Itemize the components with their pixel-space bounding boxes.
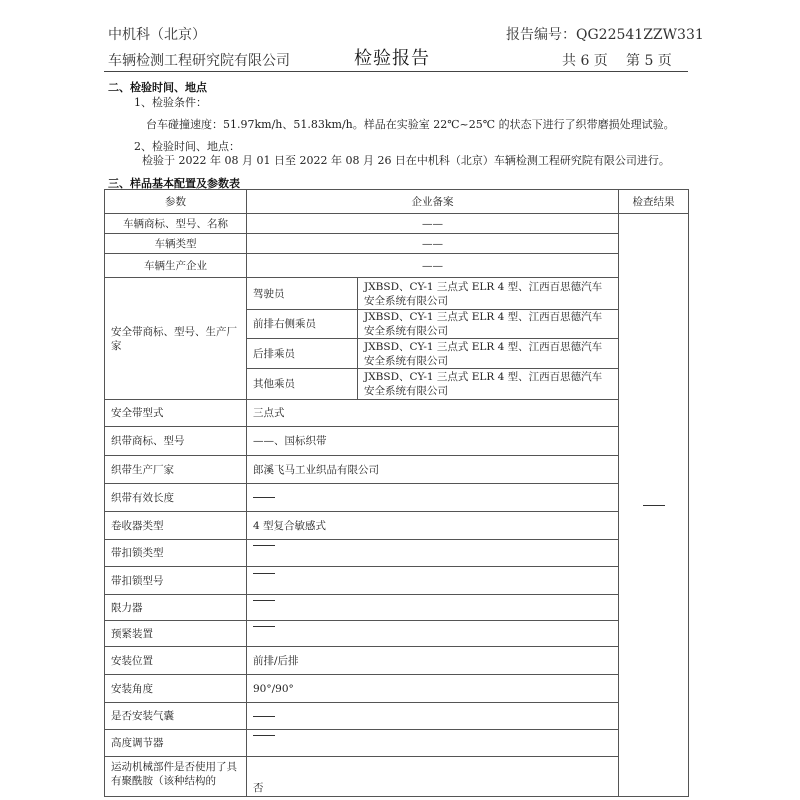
page-number: 第 5 页 [626, 53, 672, 69]
table-row [105, 540, 689, 567]
row-value-vehicle-brand: —— [247, 214, 619, 234]
inspection-result-cell [619, 214, 689, 797]
section-3-heading: 三、样品基本配置及参数表 [108, 177, 240, 190]
table-row [105, 703, 689, 730]
report-number: 报告编号：QG22541ZZW331 [506, 27, 704, 43]
position-driver: 驾驶员 [247, 278, 358, 310]
row-label-belt-maker: 安全带商标、型号、生产厂家 [105, 278, 247, 400]
test-conditions-label: 1、检验条件： [134, 96, 207, 109]
table-row [105, 621, 689, 647]
test-conditions-text: 台车碰撞速度：51.97km/h、51.83km/h。样品在实验室 22℃~25℃ 的状态下进行了织带磨损处理试验。 [146, 118, 675, 131]
company-full-name: 车辆检测工程研究院有限公司 [108, 53, 290, 69]
dash-mark [253, 545, 275, 546]
belt-value-rear: JXBSD、CY-1 三点式 ELR 4 型、江西百思德汽车安全系统有限公司 [358, 339, 619, 369]
table-row [105, 400, 689, 427]
dash-mark [253, 600, 275, 601]
table-row [105, 214, 689, 234]
row-label-force-limiter: 限力器 [105, 595, 247, 621]
result-dash [643, 505, 665, 506]
row-label-belt-type: 安全带型式 [105, 400, 247, 427]
row-value-belt-type: 三点式 [247, 400, 619, 427]
header-divider [104, 71, 688, 72]
table-row [105, 730, 689, 757]
section-2-heading: 二、检验时间、地点 [108, 81, 207, 94]
row-value-retractor-type: 4 型复合敏感式 [247, 512, 619, 540]
table-row [105, 278, 689, 310]
row-label-vehicle-maker: 车辆生产企业 [105, 254, 247, 278]
row-value-webbing-brand: ——、国标织带 [247, 427, 619, 456]
row-label-moving-parts: 运动机械部件是否使用了具有聚酰胺（该种结构的 [105, 757, 247, 797]
document-title: 检验报告 [354, 48, 430, 69]
col-header-filing: 企业备案 [247, 190, 619, 214]
row-label-vehicle-brand: 车辆商标、型号、名称 [105, 214, 247, 234]
table-row [105, 484, 689, 512]
row-value-install-position: 前排/后排 [247, 647, 619, 675]
table-row [105, 757, 689, 797]
row-label-airbag: 是否安装气囊 [105, 703, 247, 730]
test-time-location-label: 2、检验时间、地点： [134, 140, 240, 153]
belt-value-front-right: JXBSD、CY-1 三点式 ELR 4 型、江西百思德汽车安全系统有限公司 [358, 310, 619, 339]
row-value-vehicle-maker: —— [247, 254, 619, 278]
col-header-param: 参数 [105, 190, 247, 214]
table-row [105, 234, 689, 254]
table-row [105, 512, 689, 540]
row-value-install-angle: 90°/90° [247, 675, 619, 703]
table-row [105, 595, 689, 621]
company-short-name: 中机科（北京） [108, 27, 206, 43]
table-header-row [105, 190, 689, 214]
row-label-retractor-type: 卷收器类型 [105, 512, 247, 540]
dash-mark [253, 735, 275, 736]
sample-parameter-table [104, 189, 689, 797]
row-value-force-limiter [247, 595, 619, 621]
row-value-airbag [247, 703, 619, 730]
row-value-buckle-type [247, 540, 619, 567]
table-row [105, 567, 689, 595]
test-time-location-text: 检验于 2022 年 08 月 01 日至 2022 年 08 月 26 日在中机科（北京）车辆检测工程研究院有限公司进行。 [142, 154, 670, 167]
row-label-vehicle-type: 车辆类型 [105, 234, 247, 254]
table-row [105, 427, 689, 456]
row-value-buckle-model [247, 567, 619, 595]
dash-mark [253, 626, 275, 627]
position-other: 其他乘员 [247, 369, 358, 400]
table-row [105, 254, 689, 278]
row-label-install-angle: 安装角度 [105, 675, 247, 703]
dash-mark [253, 573, 275, 574]
table-row [105, 456, 689, 484]
row-value-webbing-length [247, 484, 619, 512]
row-value-pretensioner [247, 621, 619, 647]
belt-value-other: JXBSD、CY-1 三点式 ELR 4 型、江西百思德汽车安全系统有限公司 [358, 369, 619, 400]
dash-mark [253, 497, 275, 498]
total-pages: 共 6 页 [562, 53, 608, 69]
position-front-right: 前排右侧乘员 [247, 310, 358, 339]
col-header-result: 检查结果 [619, 190, 689, 214]
row-label-webbing-length: 织带有效长度 [105, 484, 247, 512]
belt-value-driver: JXBSD、CY-1 三点式 ELR 4 型、江西百思德汽车安全系统有限公司 [358, 278, 619, 310]
row-label-install-position: 安装位置 [105, 647, 247, 675]
row-value-webbing-maker: 郎溪飞马工业织品有限公司 [247, 456, 619, 484]
row-label-pretensioner: 预紧装置 [105, 621, 247, 647]
position-rear: 后排乘员 [247, 339, 358, 369]
dash-mark [253, 716, 275, 717]
row-value-moving-parts: 否 [247, 757, 619, 797]
row-label-buckle-type: 带扣锁类型 [105, 540, 247, 567]
row-value-height-adjuster [247, 730, 619, 757]
row-value-vehicle-type: —— [247, 234, 619, 254]
row-label-buckle-model: 带扣锁型号 [105, 567, 247, 595]
row-label-webbing-maker: 织带生产厂家 [105, 456, 247, 484]
table-row [105, 675, 689, 703]
row-label-webbing-brand: 织带商标、型号 [105, 427, 247, 456]
table-row [105, 647, 689, 675]
row-label-height-adjuster: 高度调节器 [105, 730, 247, 757]
